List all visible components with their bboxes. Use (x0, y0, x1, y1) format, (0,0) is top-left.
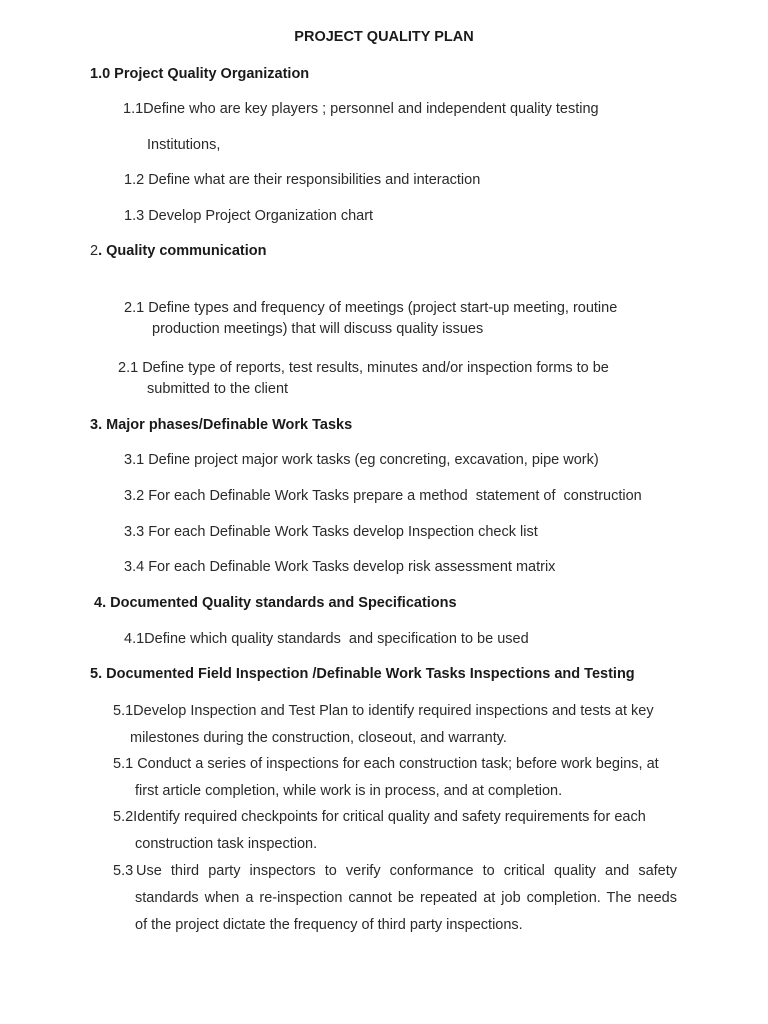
list-item (113, 808, 646, 826)
item-text: Define type of reports, test results, minutes and/or inspection forms to be (142, 360, 609, 376)
item-continuation: first article completion, while work is in process, and at completion. (135, 783, 563, 799)
section-heading (90, 242, 266, 260)
list-item (124, 523, 538, 541)
item-text: Define types and frequency of meetings (project start-up meeting, routine (148, 300, 618, 316)
item-text: For each Definable Work Tasks develop Inspection check list (148, 524, 538, 540)
list-item (113, 862, 133, 880)
list-item (118, 359, 609, 377)
item-text: Use third party inspectors to verify conformance to critical quality and safety (136, 863, 677, 879)
item-text: Identify required checkpoints for critical quality and safety requirements for each (133, 809, 646, 825)
item-number: 5.1 (113, 703, 134, 719)
heading-text: . Quality communication (98, 243, 267, 259)
item-number: 4.1 (124, 631, 145, 647)
item-continuation: of the project dictate the frequency of third party inspections. (135, 917, 523, 933)
item-continuation: submitted to the client (147, 381, 289, 397)
item-text: Develop Project Organization chart (148, 208, 374, 224)
item-continuation: milestones during the construction, closeout, and warranty. (130, 730, 507, 746)
item-number: 1.1 (123, 101, 144, 117)
heading-number: 2 (90, 243, 99, 259)
item-text: Define project major work tasks (eg concreting, excavation, pipe work) (148, 452, 599, 468)
list-item (124, 630, 529, 648)
item-number: 5.2 (113, 809, 134, 825)
item-text: Develop Inspection and Test Plan to identify required inspections and tests at key (133, 703, 654, 719)
item-continuation: production meetings) that will discuss quality issues (152, 321, 484, 337)
item-number: 1.3 (124, 208, 145, 224)
section-heading: 4. Documented Quality standards and Specifications (94, 595, 457, 611)
document-title: PROJECT QUALITY PLAN (294, 29, 474, 45)
item-continuation: standards when a re-inspection cannot be repeated at job completion. The needs (135, 890, 677, 906)
item-continuation: Institutions, (147, 137, 221, 153)
item-number: 3.4 (124, 559, 145, 575)
item-text: Conduct a series of inspections for each construction task; before work begins, at (137, 756, 659, 772)
section-heading: 1.0 Project Quality Organization (90, 66, 310, 82)
list-item (124, 299, 617, 317)
item-number: 2.1 (124, 300, 145, 316)
list-item (124, 451, 599, 469)
list-item (124, 207, 373, 225)
section-heading: 3. Major phases/Definable Work Tasks (90, 417, 353, 433)
item-text: For each Definable Work Tasks develop risk assessment matrix (148, 559, 556, 575)
item-number: 2.1 (118, 360, 139, 376)
item-number: 3.2 (124, 488, 145, 504)
item-text: For each Definable Work Tasks prepare a method statement of construction (148, 488, 642, 504)
item-text: Define who are key players ; personnel and independent quality testing (143, 101, 599, 117)
list-item (124, 487, 642, 505)
item-text: Define which quality standards and specification to be used (144, 631, 529, 647)
list-item (124, 558, 555, 576)
item-text: Define what are their responsibilities and interaction (148, 172, 481, 188)
section-heading: 5. Documented Field Inspection /Definable Work Tasks Inspections and Testing (90, 666, 635, 682)
list-item (124, 171, 480, 189)
item-number: 5.3 (113, 863, 134, 879)
list-item (113, 702, 654, 720)
item-number: 1.2 (124, 172, 145, 188)
item-continuation: construction task inspection. (135, 836, 318, 852)
item-number: 5.1 (113, 756, 134, 772)
list-item (113, 755, 659, 773)
item-number: 3.3 (124, 524, 145, 540)
item-number: 3.1 (124, 452, 145, 468)
list-item (123, 100, 599, 118)
